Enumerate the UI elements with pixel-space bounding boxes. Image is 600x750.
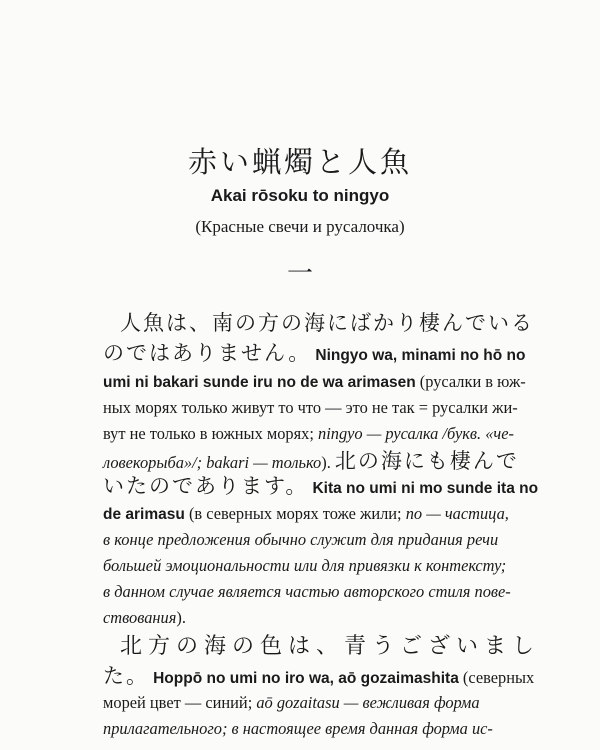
gloss-text: ловекорыба»/; bakari — только [103, 453, 322, 472]
translation-text: (в северных морях тоже жили; [184, 504, 406, 523]
gloss-text: прилагательного; в настоящее время данная форма ис- [103, 719, 493, 738]
japanese-text: 北方の海の色は、青うございまし [120, 634, 541, 659]
gloss-text: в данном случае является частью авторского стиля пове- [103, 582, 511, 601]
paragraph-line [120, 310, 540, 338]
japanese-text: た。 [103, 664, 149, 688]
paragraph-line [103, 395, 523, 421]
chapter-title-japanese: 赤い蝋燭と人魚 [187, 145, 412, 179]
paragraph-line [103, 369, 526, 396]
romaji-text: Ningyo wa, minami no hō no [315, 347, 526, 364]
gloss-text: ningyo — русалка /букв. «че- [318, 424, 514, 443]
translation-text: (северных [458, 668, 535, 687]
paragraph-line [103, 448, 523, 476]
paragraph-line [103, 605, 523, 631]
gloss-text: в конце предложения обычно служит для придания речи [103, 530, 499, 549]
romaji-text: umi ni bakari sunde iru no de wa arimasen [103, 374, 416, 391]
gloss-text: no — частица, [405, 504, 509, 523]
paragraph-line [103, 527, 523, 553]
translation-text: вут не только в южных морях; [103, 424, 319, 443]
romaji-text: de arimasu [103, 506, 185, 523]
translation-text: ). [176, 608, 186, 627]
paragraph-line [103, 716, 523, 742]
japanese-text: 人魚は、南の方の海にばかり棲んでいる [120, 311, 534, 335]
gloss-text: большей эмоциональности или для привязки к контексту; [103, 556, 507, 575]
gloss-text: ствования [103, 608, 177, 627]
paragraph-line [103, 690, 523, 716]
romaji-text: Hoppō no umi no iro wa, aō gozaimashita [153, 670, 459, 687]
paragraph-line [103, 340, 526, 369]
translation-text: ных морях только живут то что — это не так = русалки жи- [103, 398, 518, 417]
chapter-number: 一 [286, 259, 313, 289]
translation-text: (русалки в юж- [415, 372, 526, 391]
japanese-text: のではありません。 [103, 341, 312, 365]
japanese-text: 北の海にも棲んで [334, 449, 519, 473]
translation-text: морей цвет — синий; [103, 693, 257, 712]
chapter-title-russian: (Красные свечи и русалочка) [195, 217, 405, 236]
paragraph-line [103, 473, 539, 502]
gloss-text: aō gozaitasu — вежливая форма [256, 693, 480, 712]
paragraph-line [103, 501, 523, 528]
romaji-text: Kita no umi ni mo sunde ita no [312, 480, 539, 497]
paragraph-line [103, 421, 523, 447]
paragraph-line [120, 634, 540, 661]
paragraph-line [103, 553, 523, 579]
paragraph-line [103, 663, 535, 692]
chapter-title-romaji: Akai rōsoku to ningyo [210, 186, 390, 205]
translation-text: ). [321, 453, 335, 472]
japanese-text: いたのであります。 [103, 474, 309, 498]
paragraph-line [103, 579, 523, 605]
